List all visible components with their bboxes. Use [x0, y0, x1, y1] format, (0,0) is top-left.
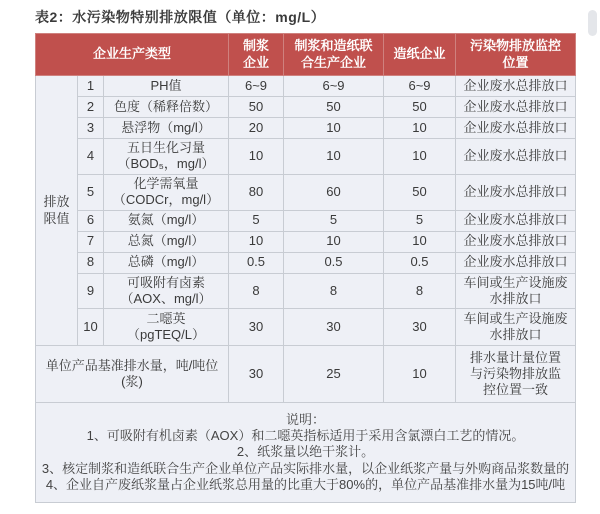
cell-pulp: 10	[229, 231, 284, 252]
cell-pulp: 5	[229, 210, 284, 231]
cell-no: 4	[78, 139, 104, 175]
table-row	[36, 273, 576, 309]
cell-combined: 0.5	[284, 252, 384, 273]
header-paper-enterprise: 造纸企业	[384, 34, 456, 76]
table-row	[36, 76, 576, 97]
note-item: 1、可吸附有机卤素（AOX）和二噁英指标适用于采用含氯漂白工艺的情况。	[86, 428, 525, 444]
cell-no: 10	[78, 309, 104, 346]
param-line2: （AOX、mg/l）	[120, 290, 212, 306]
cell-paper: 50	[384, 174, 456, 210]
cell-paper: 10	[384, 346, 456, 403]
notes-row	[36, 403, 576, 503]
notes-heading: 说明：	[285, 411, 325, 427]
cell-paper: 10	[384, 139, 456, 175]
table-row	[36, 139, 576, 175]
cell-no: 2	[78, 97, 104, 118]
cell-monitor: 企业废水总排放口	[456, 231, 576, 252]
table-header-row	[36, 34, 576, 76]
cell-pulp: 0.5	[229, 252, 284, 273]
cell-monitor: 企业废水总排放口	[456, 76, 576, 97]
cell-combined: 10	[284, 118, 384, 139]
cell-param: 总氮（mg/l）	[104, 231, 229, 252]
cell-param: 色度（稀释倍数）	[104, 97, 229, 118]
cell-combined: 10	[284, 139, 384, 175]
cell-monitor: 企业废水总排放口	[456, 210, 576, 231]
cell-no: 1	[78, 76, 104, 97]
table-row	[36, 97, 576, 118]
table-row	[36, 231, 576, 252]
param-line2: （pgTEQ/L）	[126, 327, 206, 342]
cell-monitor: 车间或生产设施废水排放口	[456, 273, 576, 309]
unit-row-label: 单位产品基准排水量，吨/吨位(浆)	[36, 346, 229, 403]
cell-monitor: 企业废水总排放口	[456, 118, 576, 139]
cell-param	[104, 139, 229, 175]
cell-paper: 50	[384, 97, 456, 118]
cell-combined: 6~9	[284, 76, 384, 97]
cell-param	[104, 273, 229, 309]
cell-param: 总磷（mg/l）	[104, 252, 229, 273]
param-line1: 五日生化习量	[126, 140, 205, 155]
cell-combined: 5	[284, 210, 384, 231]
cell-monitor: 企业废水总排放口	[456, 252, 576, 273]
cell-pulp: 6~9	[229, 76, 284, 97]
cell-combined: 30	[284, 309, 384, 346]
header-enterprise-type: 企业生产类型	[36, 34, 229, 76]
cell-paper: 5	[384, 210, 456, 231]
cell-pulp: 20	[229, 118, 284, 139]
cell-param: PH值	[104, 76, 229, 97]
cell-paper: 10	[384, 231, 456, 252]
note-item: 3、核定制浆和造纸联合生产企业单位产品实际排水量，以企业纸浆产量与外购商品浆数量的	[41, 460, 570, 476]
cell-monitor: 企业废水总排放口	[456, 97, 576, 118]
cell-paper: 0.5	[384, 252, 456, 273]
cell-pulp: 10	[229, 139, 284, 175]
header-combined-enterprise: 制浆和造纸联合生产企业	[284, 34, 384, 76]
cell-pulp: 30	[229, 309, 284, 346]
param-line1: 化学需氧量	[133, 175, 199, 191]
note-item: 2、纸浆量以绝干浆计。	[236, 444, 375, 460]
cell-pulp: 80	[229, 174, 284, 210]
table-row	[36, 309, 576, 346]
note-item: 4、企业自产废纸浆量占企业纸浆总用量的比重大于80%的，单位产品基准排水量为15吨/吨	[45, 476, 566, 492]
header-monitor-location: 污染物排放监控位置	[456, 34, 576, 76]
cell-param: 氨氮（mg/l）	[104, 210, 229, 231]
cell-monitor: 企业废水总排放口	[456, 174, 576, 210]
scrollbar-thumb[interactable]	[588, 10, 597, 36]
cell-combined: 50	[284, 97, 384, 118]
cell-param	[104, 174, 229, 210]
cell-paper: 8	[384, 273, 456, 309]
cell-no: 6	[78, 210, 104, 231]
cell-pulp: 8	[229, 273, 284, 309]
table-row	[36, 118, 576, 139]
cell-no: 8	[78, 252, 104, 273]
cell-combined: 8	[284, 273, 384, 309]
cell-no: 5	[78, 174, 104, 210]
row-group-label: 排放限值	[36, 76, 78, 346]
table-row	[36, 210, 576, 231]
cell-paper: 30	[384, 309, 456, 346]
param-line2: （CODCr，mg/l）	[112, 192, 220, 207]
unit-row	[36, 346, 576, 403]
notes-cell	[36, 403, 576, 503]
cell-no: 7	[78, 231, 104, 252]
param-line2: （BOD₅，mg/l）	[117, 156, 215, 172]
cell-no: 9	[78, 273, 104, 309]
cell-paper: 10	[384, 118, 456, 139]
cell-monitor: 企业废水总排放口	[456, 139, 576, 175]
table-row	[36, 174, 576, 210]
cell-no: 3	[78, 118, 104, 139]
param-line1: 可吸附有卤素	[126, 274, 205, 290]
header-pulp-enterprise: 制浆企业	[229, 34, 284, 76]
param-line1: 二噁英	[146, 310, 186, 326]
cell-combined: 10	[284, 231, 384, 252]
cell-paper: 6~9	[384, 76, 456, 97]
pollutant-limits-table	[35, 33, 576, 503]
cell-pulp: 50	[229, 97, 284, 118]
cell-param	[104, 309, 229, 346]
cell-param: 悬浮物（mg/l）	[104, 118, 229, 139]
cell-combined: 25	[284, 346, 384, 403]
cell-pulp: 30	[229, 346, 284, 403]
table-row	[36, 252, 576, 273]
cell-monitor: 车间或生产设施废水排放口	[456, 309, 576, 346]
page-title: 表2：水污染物特别排放限值（单位：mg/L）	[35, 9, 326, 25]
cell-combined: 60	[284, 174, 384, 210]
cell-monitor: 排水量计量位置与污染物排放监控位置一致	[456, 346, 576, 403]
